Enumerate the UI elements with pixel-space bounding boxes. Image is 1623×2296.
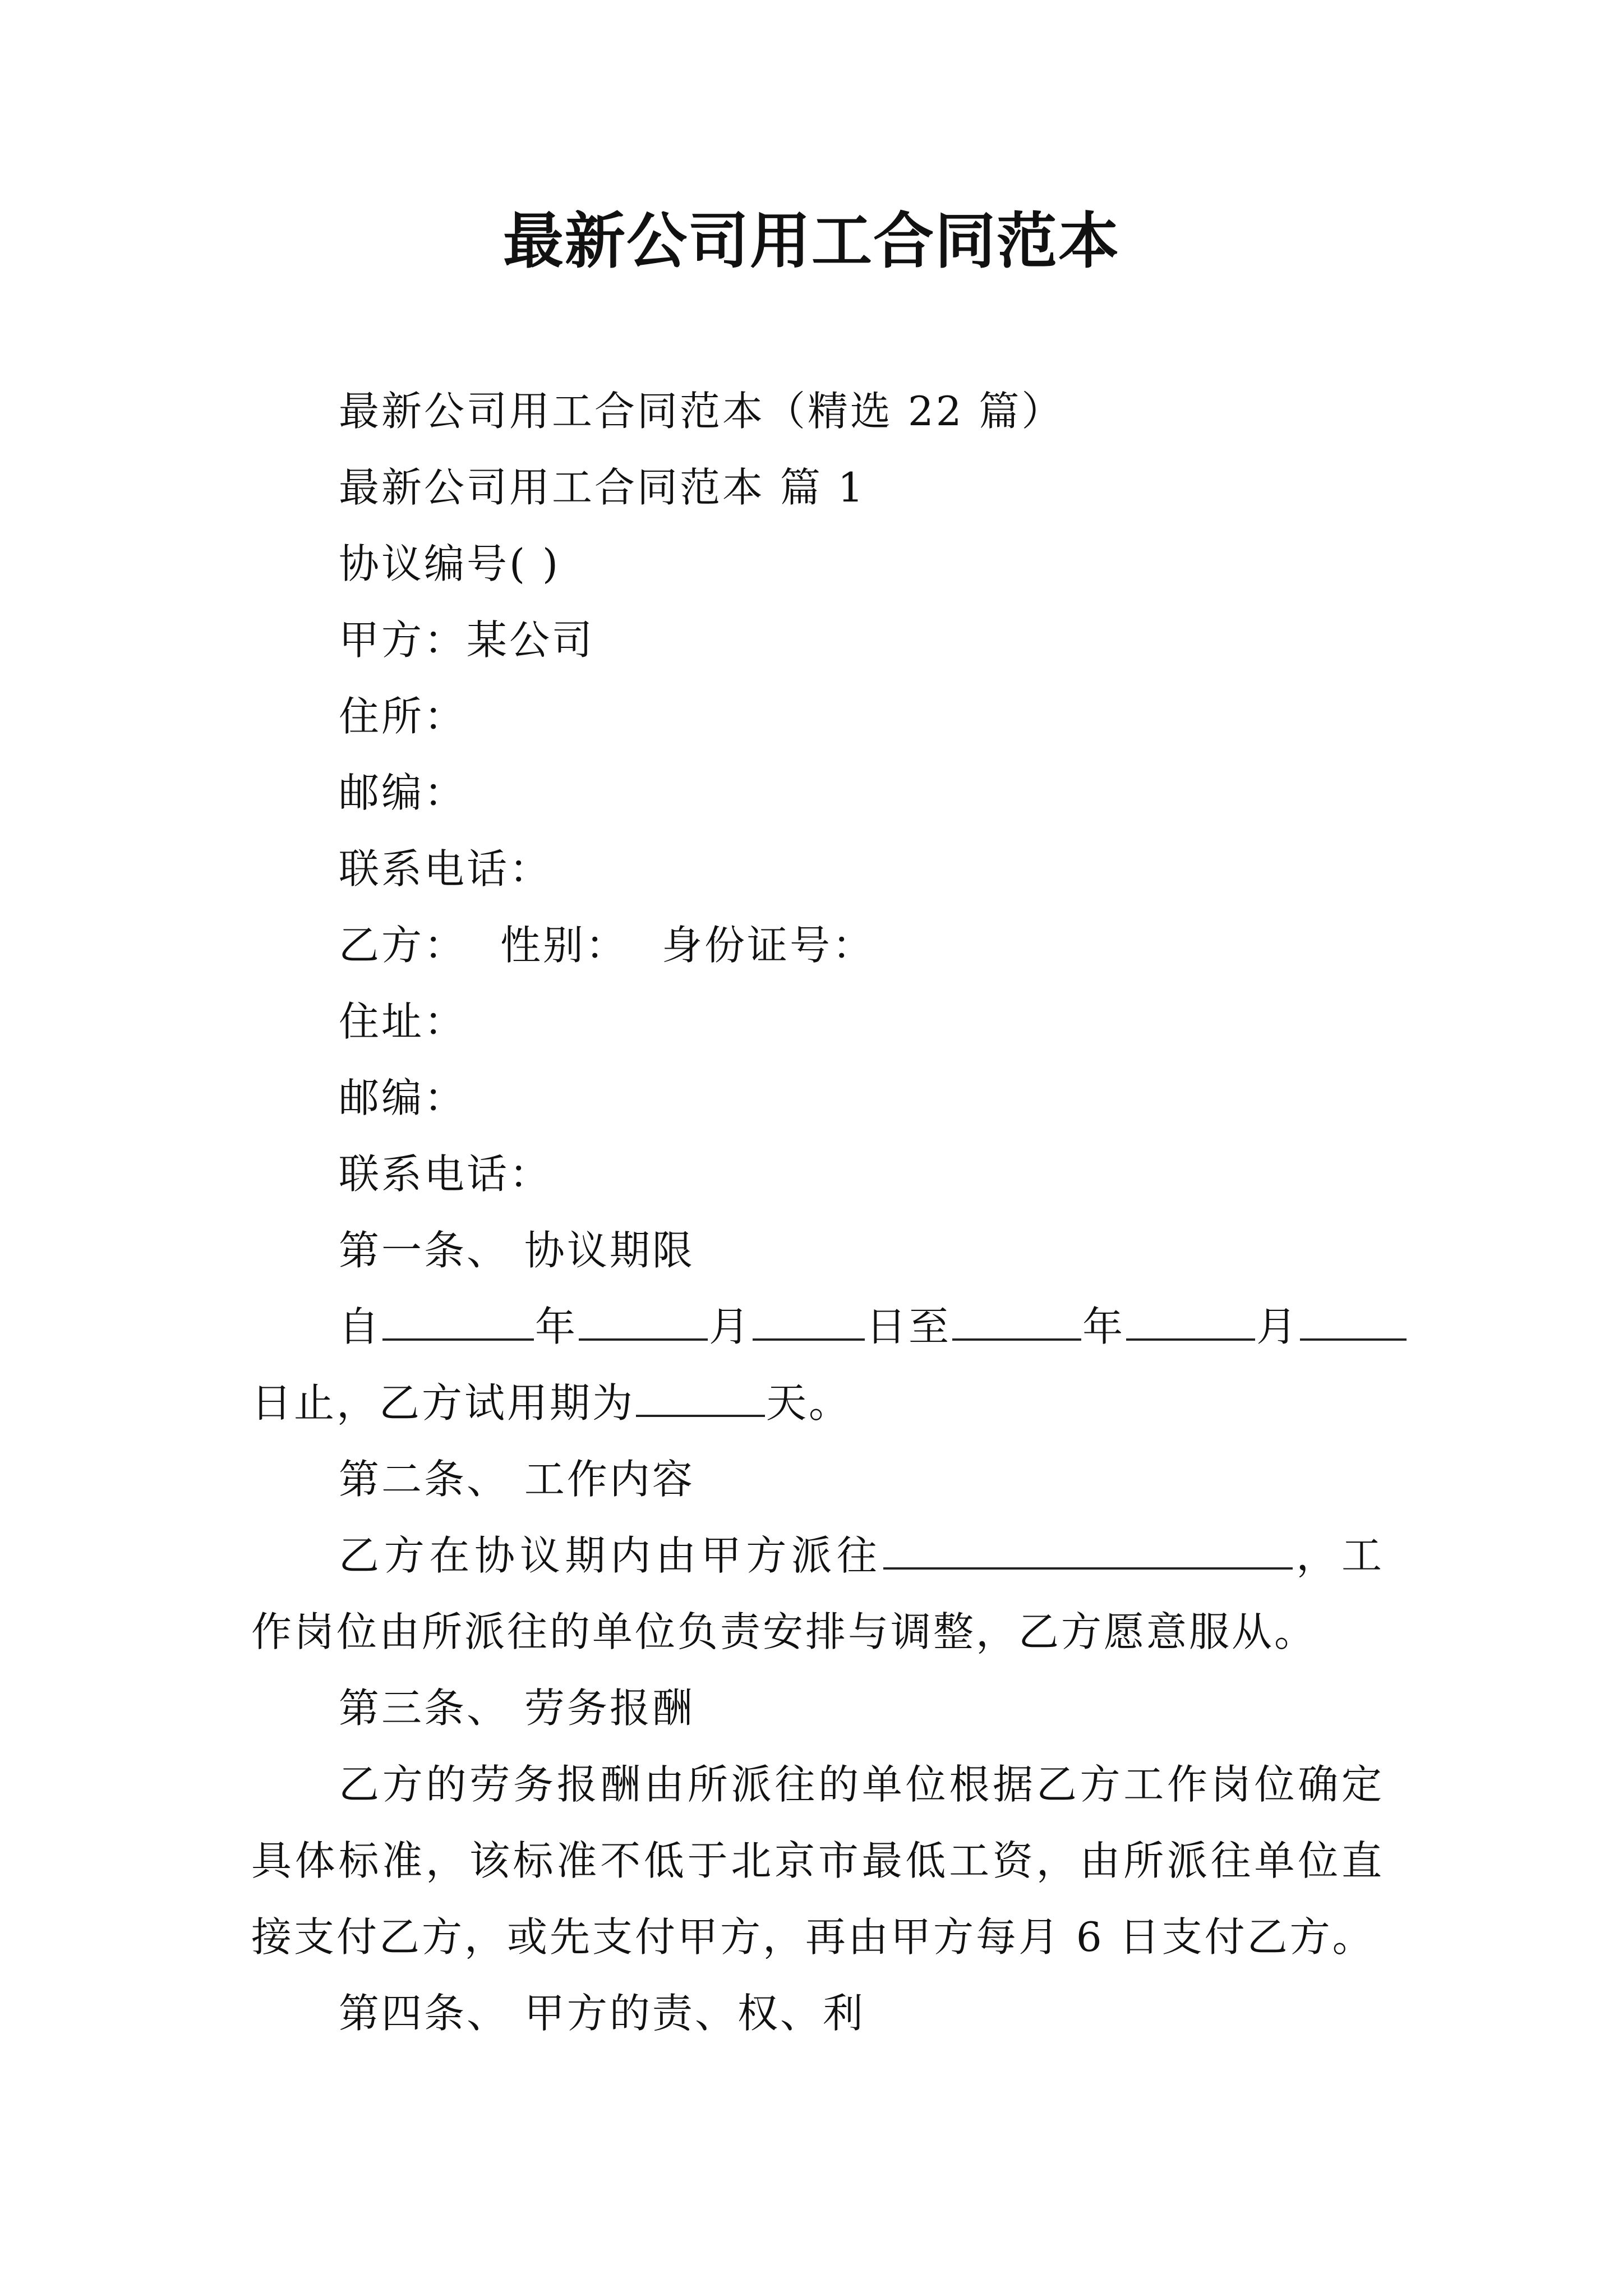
party-b-phone: 联系电话：: [339, 1151, 552, 1198]
party-b-gender: 性别：: [500, 922, 629, 969]
article-4-heading: 第四条、 甲方的责、权、利: [339, 1990, 865, 2037]
article-1-heading: 第一条、 协议期限: [339, 1227, 695, 1274]
end-month-blank: [1126, 1299, 1255, 1341]
document-title: 最新公司用工合同范本: [502, 206, 1120, 277]
article-3-heading: 第三条、 劳务报酬: [339, 1685, 695, 1732]
end-year-blank: [952, 1299, 1081, 1341]
party-b-id: 身份证号：: [662, 922, 875, 969]
dispatch-text-cont: ，工作岗位由所派往的单位负责安排与调整，乙方愿意服从。: [251, 1532, 1384, 1655]
party-b-info: [251, 907, 1384, 983]
start-month-blank: [579, 1299, 708, 1341]
party-b-address: 住址：: [339, 998, 467, 1045]
year-label: 年: [1082, 1303, 1126, 1350]
probation-days-blank: [636, 1375, 765, 1417]
agreement-number: 协议编号( ): [339, 540, 561, 587]
month-label: 月: [709, 1303, 752, 1350]
party-a-phone: 联系电话：: [339, 845, 552, 892]
dispatch-unit-blank: [883, 1528, 1293, 1570]
party-b-postcode: 邮编：: [339, 1074, 467, 1121]
article-1-probation-line: [251, 1365, 1384, 1441]
dispatch-text: 乙方在协议期内由甲方派往: [339, 1532, 882, 1579]
days-label: 天。: [766, 1379, 852, 1427]
subtitle: 最新公司用工合同范本（精选 22 篇）: [339, 388, 1064, 435]
party-b-label: 乙方：: [339, 922, 467, 969]
article-2-heading: 第二条、 工作内容: [339, 1456, 695, 1503]
probation-label: 日止，乙方试用期为: [251, 1379, 635, 1427]
party-a-postcode: 邮编：: [339, 769, 467, 816]
term-from-label: 自: [339, 1303, 382, 1350]
section-heading: 最新公司用工合同范本 篇 1: [339, 464, 866, 511]
month-label: 月: [1256, 1303, 1299, 1350]
document-body: [251, 373, 1384, 2051]
party-a-address: 住所：: [339, 693, 467, 740]
start-year-blank: [382, 1299, 534, 1341]
article-3-text: 乙方的劳务报酬由所派往的单位根据乙方工作岗位确定具体标准，该标准不低于北京市最低工资，由所派往单位直接支付乙方，或先支付甲方，再由甲方每月 6 日支付乙方。: [251, 1761, 1384, 1961]
article-1-term-line: [251, 1289, 1384, 1365]
end-day-blank: [1300, 1299, 1407, 1341]
day-to-label: 日至: [866, 1303, 952, 1350]
year-label: 年: [535, 1303, 578, 1350]
article-2-text: [251, 1517, 1384, 1670]
start-day-blank: [753, 1299, 865, 1341]
party-a-name: 甲方：某公司: [339, 616, 595, 664]
